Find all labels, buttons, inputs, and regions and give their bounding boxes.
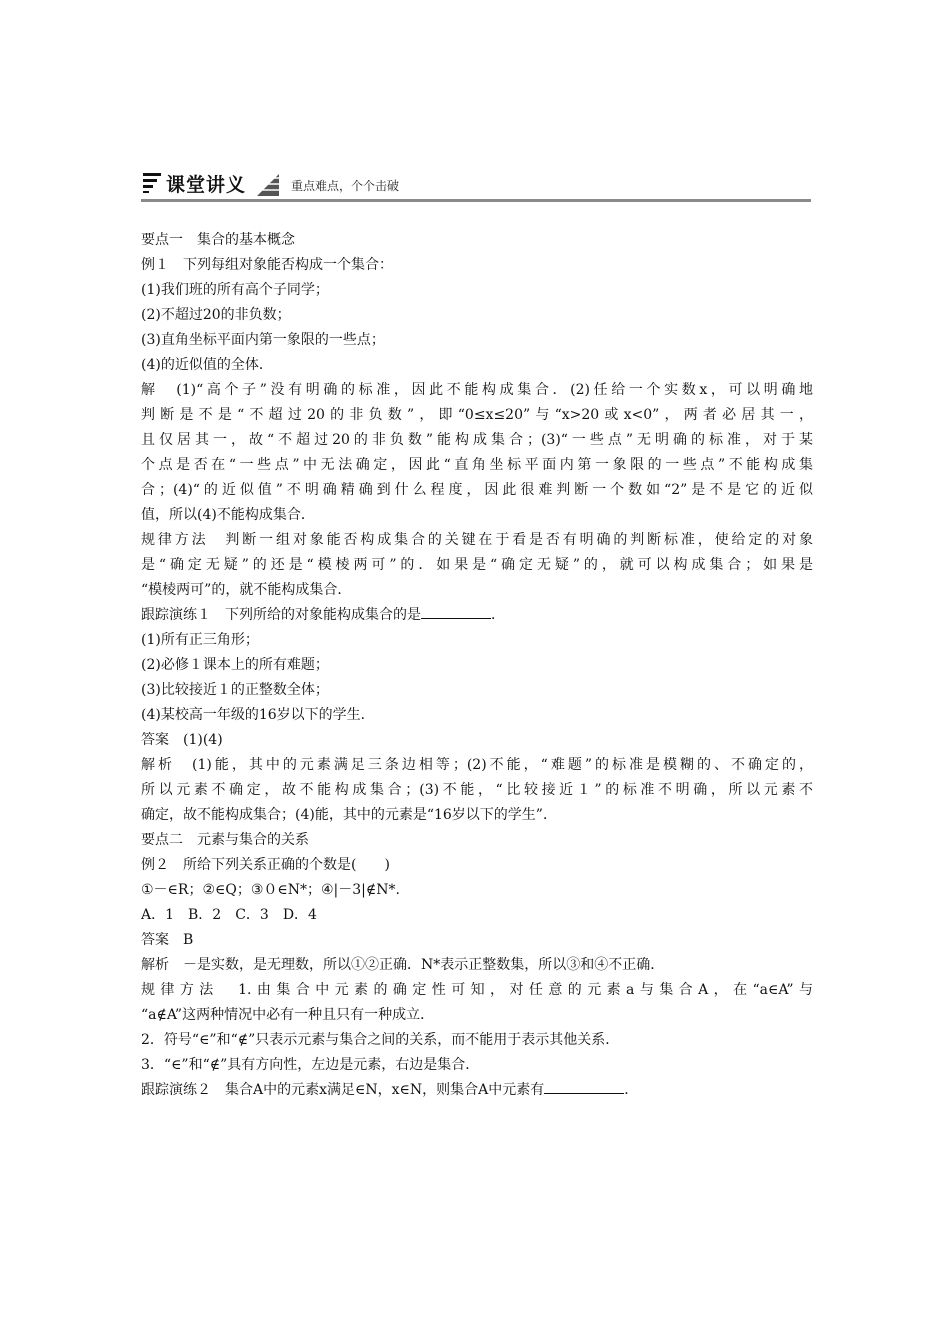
example-1-item-3: (3)直角坐标平面内第一象限的一些点；: [141, 332, 385, 348]
practice-1-item-3: (3)比较接近１的正整数全体；: [141, 682, 329, 698]
method-line: 规律方法 判断一组对象能否构成集合的关键在于看是否有明确的判断标准，使给定的对象: [141, 532, 813, 548]
solution-line: 且仅居其一，故“不超过20的非负数”能构成集合；(3)“一些点”无明确的标准，对于某: [141, 432, 813, 448]
solution-line: 合；(4)“的近似值”不明确精确到什么程度，因此很难判断一个数如“2”是不是它的近似: [141, 482, 813, 498]
method-line: 3．“∈”和“∉”具有方向性，左边是元素，右边是集合．: [141, 1057, 480, 1073]
document-body: [141, 228, 813, 1103]
practice-1-item-4: (4)某校高一年级的16岁以下的学生．: [141, 707, 375, 723]
example-1-prompt: 例１ 下列每组对象能否构成一个集合：: [141, 257, 393, 273]
section-banner: [141, 166, 811, 202]
analysis-line: 解析 (1)能，其中的元素满足三条边相等；(2)不能，“难题”的标准是模糊的、不确定的，: [141, 757, 813, 773]
banner-subtitle: 重点难点，个个击破: [291, 179, 400, 193]
stripes-icon: [143, 173, 161, 193]
banner-underline: [141, 199, 811, 202]
example-1-item-4: (4)的近似值的全体．: [141, 357, 273, 373]
solution-line: 值，所以(4)不能构成集合．: [141, 507, 315, 523]
practice-2-text: 跟踪演练２ 集合A中的元素x满足∈N，x∈N，则集合A中元素有: [141, 1082, 545, 1098]
practice-2-prompt: 跟踪演练２ 集合A中的元素x满足∈N，x∈N，则集合A中元素有 ．: [141, 1078, 813, 1103]
solution-line: 个点是否在“一些点”中无法确定，因此“直角坐标平面内第一象限的一些点”不能构成集: [141, 457, 813, 473]
method-line: “模棱两可”的，就不能构成集合．: [141, 582, 352, 598]
method-line: 2．符号“∈”和“∉”只表示元素与集合之间的关系，而不能用于表示其他关系．: [141, 1032, 620, 1048]
answer-blank: [544, 1079, 624, 1094]
practice-1-item-1: (1)所有正三角形；: [141, 632, 259, 648]
analysis-line: 所以元素不确定，故不能构成集合；(3)不能，“比较接近１”的标准不明确，所以元素不: [141, 782, 813, 798]
method-line: “a∉A”这两种情况中必有一种且只有一种成立．: [141, 1007, 435, 1023]
solution-line: 判断是不是“不超过20的非负数”，即“0≤x≤20”与“x>20或x<0”，两者必居其一，: [141, 407, 813, 423]
example-1-item-2: (2)不超过20的非负数；: [141, 307, 291, 323]
method-line: 规律方法 1.由集合中元素的确定性可知，对任意的元素a与集合A，在“a∈A”与: [141, 982, 813, 998]
answer-blank: [421, 604, 491, 619]
practice-1-prompt: 跟踪演练１ 下列所给的对象能构成集合的是 ．: [141, 603, 813, 628]
solution-line: 解 (1)“高个子”没有明确的标准，因此不能构成集合．(2)任给一个实数x，可以明确地: [141, 382, 813, 398]
example-2-relations: ①－∈R；②∈Q；③０∈N*；④|－3|∉N*.: [141, 882, 400, 898]
heading-point-one: 要点一 集合的基本概念: [141, 232, 295, 248]
analysis-line: 确定，故不能构成集合；(4)能，其中的元素是“16岁以下的学生”．: [141, 807, 557, 823]
example-2-options: A．1 B．2 C．3 D．4: [141, 907, 317, 923]
heading-point-two: 要点二 元素与集合的关系: [141, 832, 309, 848]
answer-line: 答案 B: [141, 932, 194, 948]
practice-1-item-2: (2)必修１课本上的所有难题；: [141, 657, 329, 673]
example-2-prompt: 例２ 所给下列关系正确的个数是( ): [141, 857, 390, 873]
wedge-icon: [257, 174, 279, 196]
analysis-line: 解析 －是实数，是无理数，所以①②正确．N*表示正整数集，所以③和④不正确．: [141, 957, 665, 973]
banner-title: 课堂讲义: [166, 174, 247, 196]
practice-1-text: 跟踪演练１ 下列所给的对象能构成集合的是: [141, 607, 421, 623]
method-line: 是“确定无疑”的还是“模棱两可”的．如果是“确定无疑”的，就可以构成集合；如果是: [141, 557, 813, 573]
answer-line: 答案 (1)(4): [141, 732, 223, 748]
example-1-item-1: (1)我们班的所有高个子同学；: [141, 282, 329, 298]
